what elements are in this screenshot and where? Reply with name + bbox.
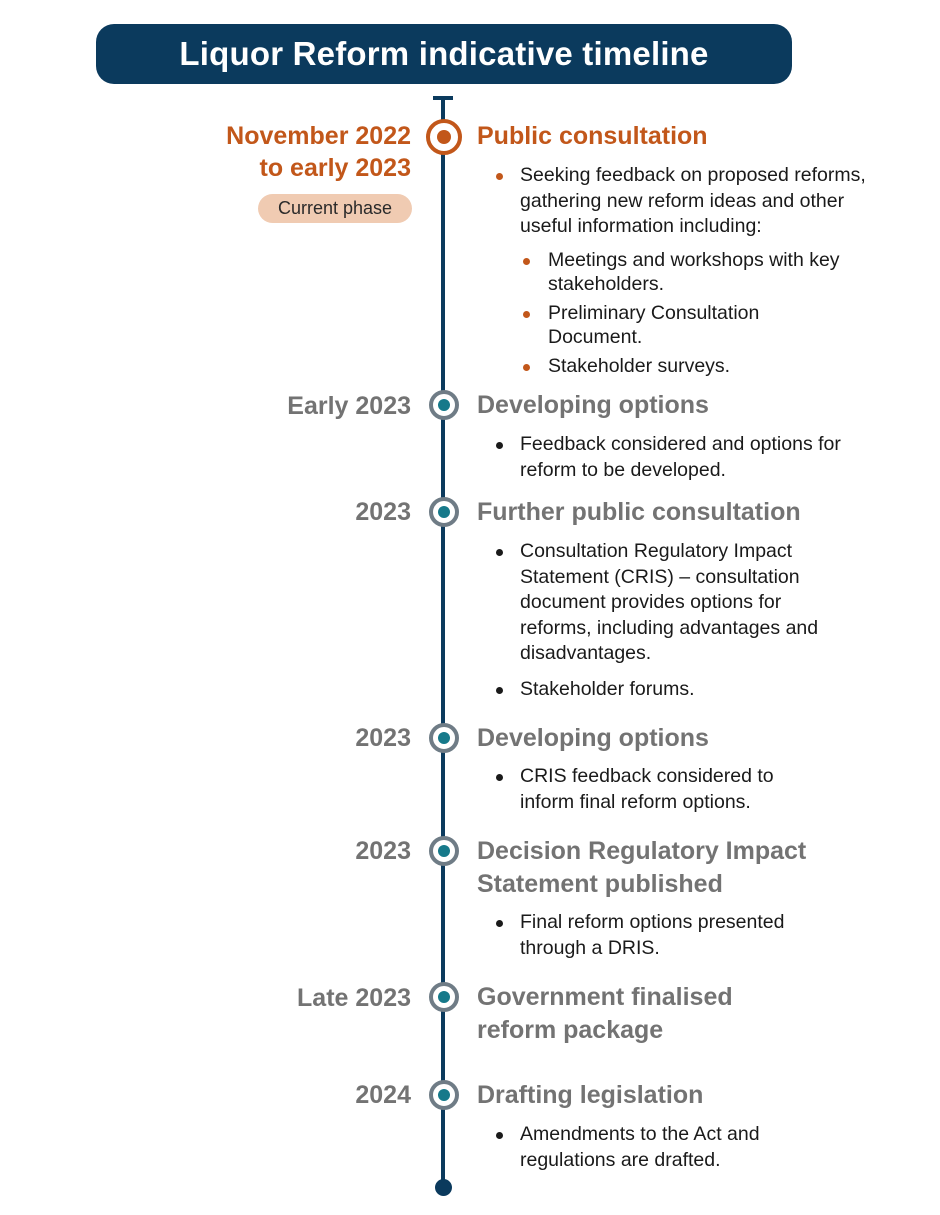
stage-date: 2023: [355, 724, 411, 752]
stage-title: Decision Regulatory Impact Statement published: [477, 837, 807, 898]
stage-date: Early 2023: [287, 392, 411, 420]
timeline-node: [429, 982, 459, 1012]
stage-title: Drafting legislation: [477, 1081, 704, 1109]
node-dot: [438, 991, 450, 1003]
stage-date: 2024: [355, 1081, 411, 1109]
title-banner: [96, 24, 792, 84]
stage-title: Government finalised reform package: [477, 983, 733, 1044]
stage-bullets: [496, 163, 896, 250]
node-dot: [438, 399, 450, 411]
bullet-item: Seeking feedback on proposed reforms, gathering new reform ideas and other useful information including:: [496, 163, 896, 240]
bullet-item: Consultation Regulatory Impact Statement (CRIS) – consultation document provides options for reforms, including advantages and disadvantages.: [496, 539, 826, 667]
stage-title: Developing options: [477, 391, 709, 419]
stage-date: 2023: [355, 837, 411, 865]
timeline-node-current: [426, 119, 462, 155]
bullet-item: CRIS feedback considered to inform final reform options.: [496, 764, 816, 815]
node-dot: [437, 130, 451, 144]
node-dot: [438, 1089, 450, 1101]
stage-title: Public consultation: [477, 122, 708, 150]
node-dot: [438, 506, 450, 518]
page-title: Liquor Reform indicative timeline: [179, 35, 709, 72]
bullet-item: Amendments to the Act and regulations are drafted.: [496, 1122, 816, 1173]
stage-bullets: [496, 539, 826, 712]
sub-bullet-item: Stakeholder surveys.: [523, 355, 843, 379]
sub-bullet-item: Preliminary Consultation Document.: [523, 302, 843, 349]
timeline-line: [441, 96, 445, 1188]
timeline-node: [429, 1080, 459, 1110]
timeline-node: [429, 497, 459, 527]
stage-title: Further public consultation: [477, 498, 801, 526]
timeline-node: [429, 836, 459, 866]
node-dot: [438, 845, 450, 857]
stage-bullets: [496, 1122, 816, 1183]
bullet-item: Final reform options presented through a DRIS.: [496, 910, 816, 961]
timeline-node: [429, 390, 459, 420]
stage-bullets: [496, 432, 846, 493]
stage-date: Late 2023: [297, 984, 411, 1012]
sub-bullet-item: Meetings and workshops with key stakeholders.: [523, 249, 843, 296]
bullet-item: Feedback considered and options for reform to be developed.: [496, 432, 846, 483]
stage-sub-bullets: [523, 249, 843, 385]
stage-title: Developing options: [477, 724, 709, 752]
timeline-start-cap: [433, 96, 453, 100]
current-phase-badge: Current phase: [258, 194, 412, 223]
stage-date: November 2022 to early 2023: [226, 122, 411, 182]
stage-bullets: [496, 910, 816, 971]
stage-date: 2023: [355, 498, 411, 526]
node-dot: [438, 732, 450, 744]
bullet-item: Stakeholder forums.: [496, 677, 826, 703]
timeline-end-dot: [435, 1179, 452, 1196]
stage-bullets: [496, 764, 816, 825]
timeline-node: [429, 723, 459, 753]
